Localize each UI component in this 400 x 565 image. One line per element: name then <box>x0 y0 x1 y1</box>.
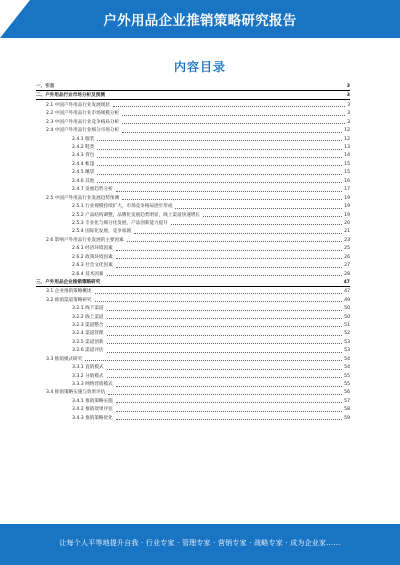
toc-leader-dots <box>107 309 343 311</box>
toc-entry[interactable] <box>36 346 350 354</box>
toc-leader-dots <box>116 249 342 251</box>
toc-entry-label: 2.6.3 社会文化因素 <box>36 263 115 269</box>
toc-entry-label: 二、户外用品行业市场分析及预测 <box>36 93 105 99</box>
toc-entry-label: 2.5.2 产品结构调整，品牌化发展趋势明显，线上渠道快速增长 <box>36 213 202 219</box>
toc-leader-dots <box>107 342 343 344</box>
toc-leader-dots <box>97 156 342 158</box>
toc-entry-label: 2.6.2 政策环境因素 <box>36 255 115 261</box>
toc-entry[interactable] <box>36 380 350 388</box>
toc-entry-label: 2.2 中国户外用品行业市场规模分析 <box>36 111 121 117</box>
toc-leader-dots <box>97 181 342 183</box>
toc-entry-page: 20 <box>344 220 350 226</box>
toc-entry-page: 49 <box>344 297 350 303</box>
toc-entry-page: 3 <box>347 111 350 117</box>
toc-entry[interactable] <box>36 363 350 371</box>
toc-entry-label: 3.3.2 分销模式 <box>36 374 106 380</box>
toc-entry[interactable] <box>36 278 350 287</box>
toc-entry[interactable] <box>36 405 350 413</box>
toc-entry-page: 28 <box>344 271 350 277</box>
toc-entry-label: 2.4.4 帐篷 <box>36 162 96 168</box>
toc-leader-dots <box>107 368 343 370</box>
toc-entry-label: 3.2.5 渠道创新 <box>36 340 106 346</box>
toc-entry-label: 3.2.1 线下渠道 <box>36 306 106 312</box>
toc-entry-label: 2.6 影响户外用品行业发展的主要因素 <box>36 238 126 244</box>
table-of-contents <box>36 82 350 422</box>
toc-leader-dots <box>103 283 341 284</box>
toc-entry-page: 54 <box>344 365 350 371</box>
toc-entry[interactable] <box>36 219 350 227</box>
toc-entry-page: 53 <box>344 348 350 354</box>
toc-leader-dots <box>97 164 342 166</box>
toc-entry-label: 2.4.7 发展趋势分析 <box>36 187 115 193</box>
toc-entry[interactable] <box>36 312 350 320</box>
toc-entry-label: 2.4.2 鞋类 <box>36 145 96 151</box>
toc-entry[interactable] <box>36 371 350 379</box>
toc-entry[interactable] <box>36 117 350 125</box>
toc-entry[interactable] <box>36 202 350 210</box>
toc-entry-page: 12 <box>344 128 350 134</box>
header-title: 户外用品企业推销策略研究报告 <box>103 13 297 29</box>
toc-title: 内容目录 <box>173 60 226 74</box>
toc-leader-dots <box>107 351 343 353</box>
toc-leader-dots <box>116 266 342 268</box>
toc-entry[interactable] <box>36 176 350 184</box>
toc-entry-page: 13 <box>344 145 350 150</box>
toc-leader-dots <box>122 198 342 200</box>
toc-entry-page: 54 <box>344 356 350 362</box>
toc-leader-dots <box>122 122 345 124</box>
toc-entry[interactable] <box>36 109 350 117</box>
toc-entry-page: 50 <box>344 306 350 312</box>
toc-leader-dots <box>95 292 343 294</box>
toc-entry-page: 58 <box>344 407 350 413</box>
toc-leader-dots <box>203 215 342 217</box>
toc-entry-page: 55 <box>344 382 350 387</box>
toc-entry[interactable] <box>36 388 350 396</box>
toc-entry-page: 55 <box>344 373 350 379</box>
toc-entry-page: 26 <box>344 254 350 260</box>
toc-entry-label: 2.4.5 睡袋 <box>36 170 96 176</box>
toc-entry-label: 2.5.4 国际化发展，竞争加剧 <box>36 229 133 235</box>
toc-entry-label: 3.2 推销渠道策略研究 <box>36 298 94 304</box>
toc-entry-page: 57 <box>344 398 350 404</box>
toc-entry-label: 3.4.2 推销效果评估 <box>36 407 115 413</box>
toc-entry-page: 59 <box>344 415 350 421</box>
toc-leader-dots <box>108 97 345 98</box>
toc-entry-page: 19 <box>344 204 350 210</box>
toc-entry[interactable] <box>36 82 350 91</box>
toc-entry-page: 3 <box>347 102 350 108</box>
toc-entry-label: 2.1 中国户外用品行业发展现状 <box>36 103 112 109</box>
toc-entry[interactable] <box>36 193 350 201</box>
toc-entry[interactable] <box>36 287 350 295</box>
toc-entry-label: 3.2.3 渠道整合 <box>36 323 106 329</box>
toc-entry[interactable] <box>36 252 350 260</box>
toc-entry-label: 2.4.1 服装 <box>36 137 96 143</box>
toc-leader-dots <box>107 334 343 336</box>
toc-entry-page: 17 <box>344 187 350 193</box>
toc-entry[interactable] <box>36 304 350 312</box>
toc-entry[interactable] <box>36 159 350 167</box>
toc-leader-dots <box>175 207 342 209</box>
toc-entry-page: 23 <box>344 237 350 243</box>
toc-entry[interactable] <box>36 151 350 159</box>
toc-leader-dots <box>122 114 345 116</box>
toc-entry-page: 51 <box>344 322 350 328</box>
toc-entry-label: 3.4.3 推销策略优化 <box>36 416 115 422</box>
toc-entry[interactable] <box>36 100 350 108</box>
toc-entry[interactable] <box>36 134 350 142</box>
toc-leader-dots <box>171 223 342 225</box>
toc-entry[interactable] <box>36 143 350 151</box>
toc-entry-page: 47 <box>344 289 350 295</box>
toc-entry-page: 27 <box>344 263 350 269</box>
toc-leader-dots <box>107 325 343 327</box>
toc-entry-page: 3 <box>346 84 350 90</box>
toc-entry-label: 三、户外用品企业推销策略研究 <box>36 279 101 285</box>
toc-leader-dots <box>113 105 345 107</box>
toc-entry-label: 3.1 企业推销策略概述 <box>36 289 94 295</box>
toc-entry-page: 16 <box>344 178 350 184</box>
toc-leader-dots <box>116 401 342 403</box>
toc-entry[interactable] <box>36 396 350 404</box>
toc-entry-page: 19 <box>344 212 350 218</box>
footer-text: 让每个人平等地提升自我 · 行业专家 · 管理专家 · 营销专家 · 战略专家 · 成为企业家…… <box>59 539 341 547</box>
toc-entry-page: 12 <box>344 136 350 142</box>
toc-leader-dots <box>107 274 343 276</box>
toc-leader-dots <box>116 410 342 412</box>
toc-entry-page: 53 <box>344 339 350 345</box>
toc-entry-label: 2.5.1 行业规模持续扩大，市场竞争格局逐步形成 <box>36 204 174 210</box>
toc-leader-dots <box>134 232 342 234</box>
toc-entry-page: 25 <box>344 246 350 252</box>
toc-leader-dots <box>116 190 342 192</box>
toc-entry-label: 2.5 中国户外用品行业发展趋势预测 <box>36 196 121 202</box>
toc-leader-dots <box>108 393 342 395</box>
toc-entry[interactable] <box>36 413 350 421</box>
toc-entry-page: 21 <box>344 229 350 235</box>
toc-entry-label: 2.4 中国户外用品行业细分市场分析 <box>36 128 121 134</box>
toc-entry-page: 15 <box>344 161 350 167</box>
toc-entry-label: 2.6.1 经济环境因素 <box>36 246 115 252</box>
toc-entry-page: 15 <box>344 170 350 176</box>
toc-entry-page: 3 <box>346 93 350 99</box>
toc-entry[interactable] <box>36 210 350 218</box>
toc-entry-page: 19 <box>344 195 350 201</box>
toc-entry-page: 47 <box>343 279 350 285</box>
toc-entry-page: 52 <box>344 331 350 337</box>
toc-leader-dots <box>97 139 342 141</box>
toc-entry-label: 3.4.1 推销策略实施 <box>36 399 115 405</box>
toc-entry[interactable] <box>36 244 350 252</box>
toc-leader-dots <box>116 418 342 420</box>
toc-entry[interactable] <box>36 227 350 235</box>
toc-entry-label: 3.2.6 渠道评估 <box>36 348 106 354</box>
toc-entry[interactable] <box>36 185 350 193</box>
toc-entry[interactable] <box>36 337 350 345</box>
toc-entry-page: 14 <box>344 153 350 159</box>
toc-entry-label: 3.3.1 直销模式 <box>36 365 106 371</box>
toc-leader-dots <box>127 240 342 242</box>
toc-leader-dots <box>116 385 342 387</box>
toc-leader-dots <box>122 131 342 133</box>
toc-entry[interactable] <box>36 126 350 134</box>
toc-leader-dots <box>85 359 342 361</box>
toc-leader-dots <box>97 173 342 175</box>
toc-entry-label: 3.2.2 线上渠道 <box>36 315 106 321</box>
toc-entry-label: 3.2.4 渠道管理 <box>36 331 106 337</box>
toc-entry[interactable] <box>36 354 350 362</box>
toc-entry[interactable] <box>36 235 350 243</box>
toc-entry-label: 2.5.3 专业化与细分化发展，产品创新能力提升 <box>36 221 170 227</box>
page-header <box>0 0 400 38</box>
toc-entry[interactable] <box>36 91 350 100</box>
toc-leader-dots <box>95 300 343 302</box>
toc-leader-dots <box>57 88 344 89</box>
toc-entry-page: 56 <box>344 390 350 396</box>
toc-leader-dots <box>97 148 342 150</box>
header-corner-decoration <box>0 0 30 38</box>
toc-entry-label: 2.4.6 其他 <box>36 179 96 185</box>
toc-entry[interactable] <box>36 269 350 277</box>
toc-entry[interactable] <box>36 295 350 303</box>
toc-entry-page: 3 <box>347 119 350 125</box>
toc-entry-label: 3.4 推销策略实施与效果评估 <box>36 390 107 396</box>
toc-entry-page: 50 <box>344 314 350 320</box>
toc-entry-label: 2.3 中国户外用品行业竞争格局分析 <box>36 120 121 126</box>
toc-leader-dots <box>116 257 342 259</box>
toc-entry[interactable] <box>36 321 350 329</box>
toc-entry-label: 2.6.4 技术因素 <box>36 272 106 278</box>
toc-entry[interactable] <box>36 329 350 337</box>
toc-entry-label: 3.3.3 网络营销模式 <box>36 382 115 388</box>
toc-leader-dots <box>107 317 343 319</box>
toc-entry[interactable] <box>36 168 350 176</box>
toc-entry-label: 一、引言 <box>36 84 55 90</box>
toc-entry-label: 2.4.3 背包 <box>36 153 96 159</box>
toc-leader-dots <box>107 376 343 378</box>
page-footer <box>0 524 400 565</box>
toc-entry-label: 3.3 推销模式研究 <box>36 357 84 363</box>
toc-entry[interactable] <box>36 261 350 269</box>
